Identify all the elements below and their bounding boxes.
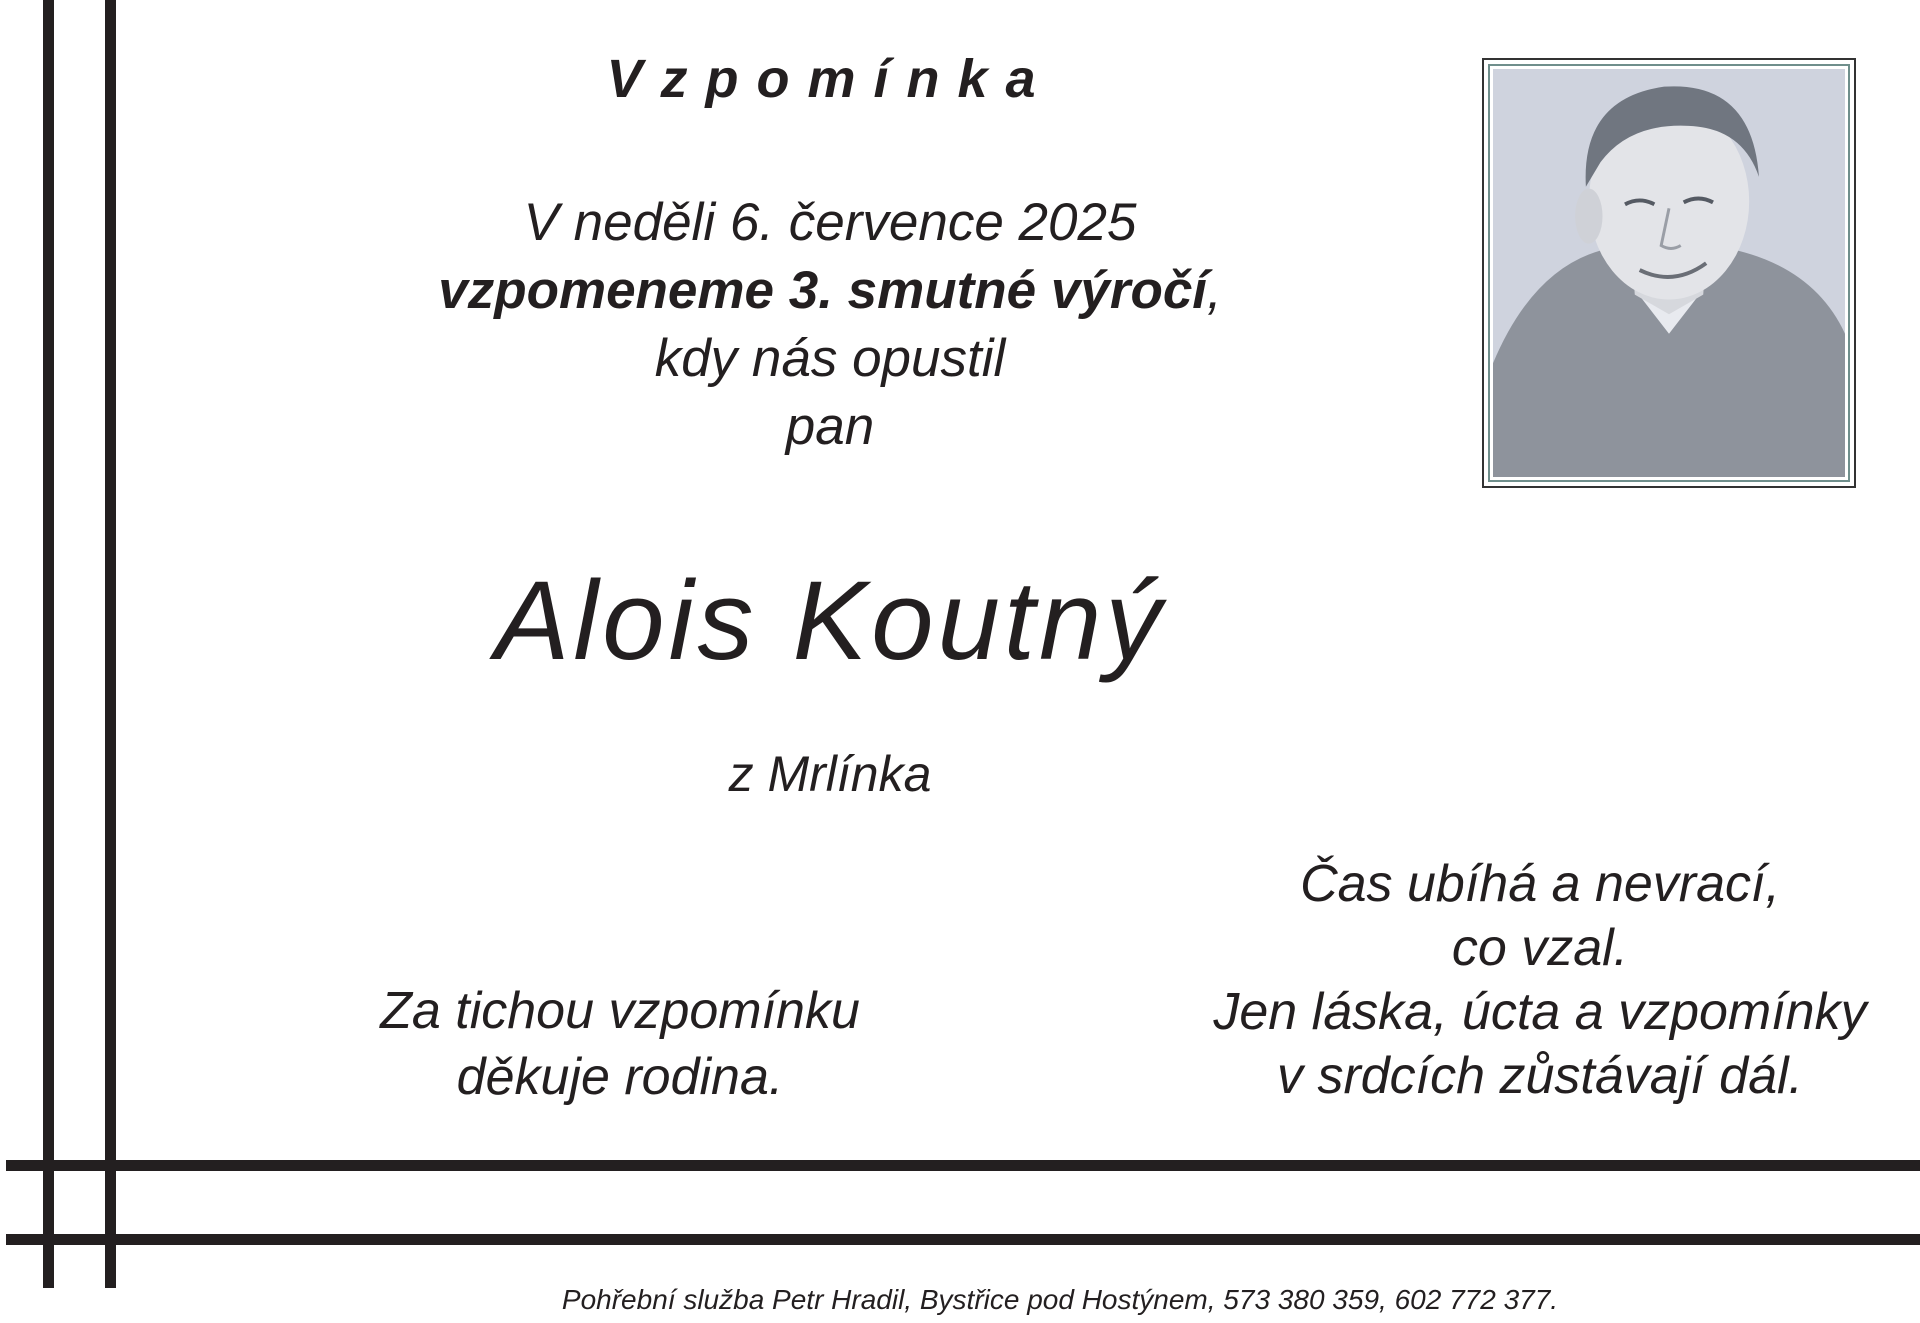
title-line: pan — [785, 397, 875, 456]
anniversary-bold: vzpomeneme 3. smutné výročí — [438, 261, 1208, 320]
verse-line-1: Čas ubíhá a nevrací, — [1300, 855, 1780, 913]
deceased-name: Alois Koutný — [494, 558, 1166, 683]
frame-horizontal-line-top — [6, 1160, 1920, 1171]
date-line: V neděli 6. července 2025 — [523, 193, 1137, 252]
portrait-photo-mat — [1488, 64, 1850, 482]
funeral-service-footer: Pohřební služba Petr Hradil, Bystřice pod Hostýnem, 573 380 359, 602 772 377. — [561, 1284, 1559, 1315]
frame-horizontal-line-bottom — [6, 1234, 1920, 1245]
portrait-photo — [1493, 69, 1845, 477]
thanks-line-2: děkuje rodina. — [456, 1048, 784, 1106]
portrait-photo-frame — [1482, 58, 1856, 488]
thanks-line-1: Za tichou vzpomínku — [380, 982, 860, 1040]
memorial-verse — [1140, 852, 1920, 1108]
verse-line-2: co vzal. — [1451, 919, 1629, 977]
verse-line-3: Jen láska, úcta a vzpomínky — [1213, 983, 1867, 1041]
verse-line-4: v srdcích zůstávají dál. — [1277, 1047, 1803, 1105]
notice-heading: Vzpomínka — [606, 49, 1054, 109]
frame-vertical-line-right — [105, 0, 116, 1288]
family-thanks — [300, 978, 940, 1110]
anniversary-line — [330, 260, 1330, 321]
departure-line: kdy nás opustil — [654, 329, 1006, 388]
frame-vertical-line-left — [43, 0, 54, 1288]
deceased-origin: z Mrlínka — [728, 746, 932, 802]
anniversary-tail: , — [1207, 261, 1222, 320]
